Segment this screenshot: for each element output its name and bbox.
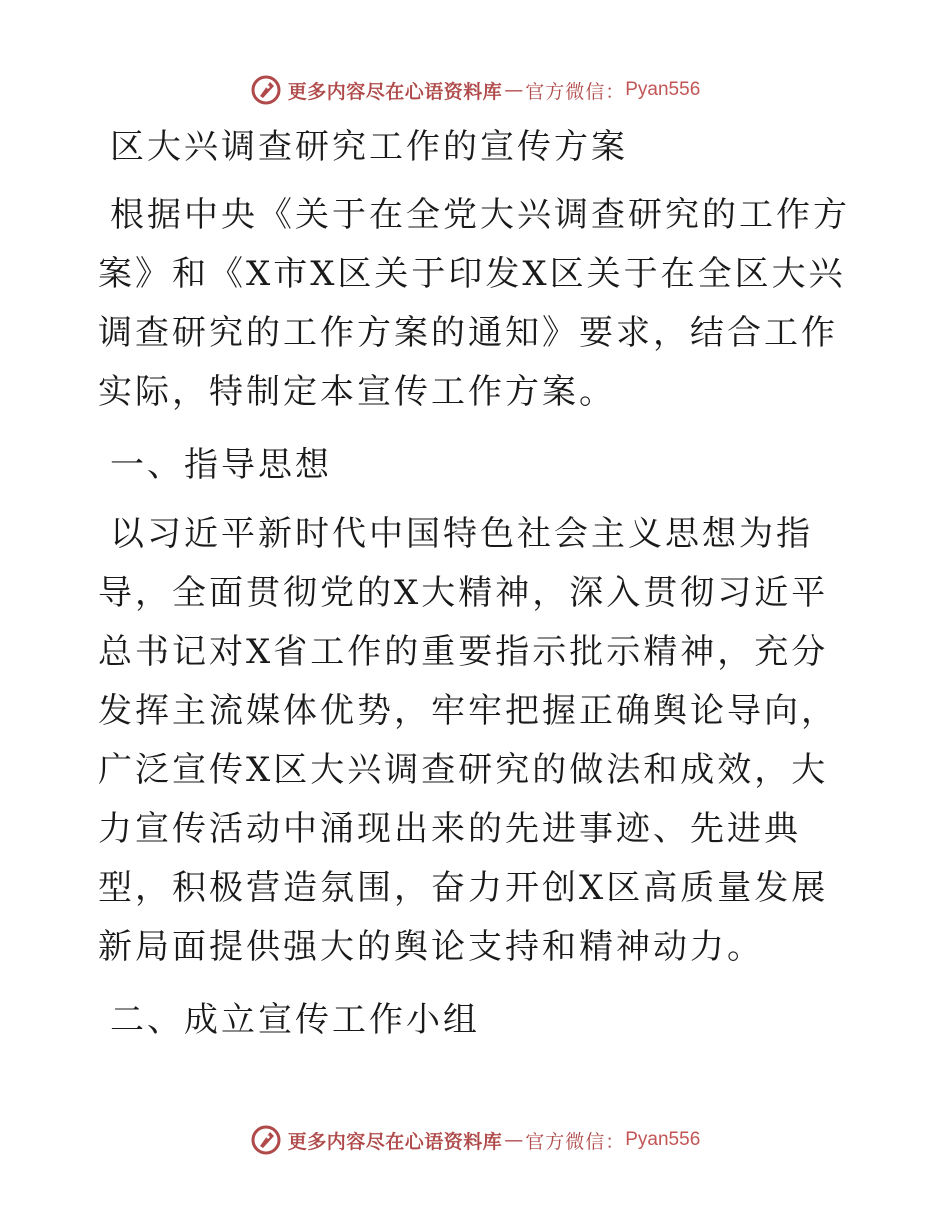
guiding-ideology-paragraph: 以习近平新时代中国特色社会主义思想为指导，全面贯彻党的X大精神，深入贯彻习近平总书记对X省工作的重要指示批示精神，充分发挥主流媒体优势，牢牢把握正确舆论导向，广泛宣传X区大兴调查研究的做法和成效，大力宣传活动中涌现出来的先进事迹、先进典型，积极营造氛围，奋力开创X区高质量发展新局面提供强大的舆论支持和精神动力。: [98, 514, 838, 967]
header-watermark: [0, 70, 950, 110]
watermark-text: 更多内容尽在心语资料库: [287, 80, 503, 103]
document-body: [98, 118, 858, 1050]
watermark-wechat-label: 官方微信：: [525, 1130, 626, 1153]
watermark-wechat-id: Pyan556: [625, 79, 701, 100]
watermark-wechat-label: 官方微信：: [525, 80, 626, 103]
pen-nib-circle-icon: [250, 1124, 282, 1156]
footer-watermark: [0, 1120, 950, 1160]
intro-paragraph: 根据中央《关于在全党大兴调查研究的工作方案》和《X市X区关于印发X区关于在全区大兴调查研究的工作方案的通知》要求，结合工作实际，特制定本宣传工作方案。: [98, 195, 850, 412]
pen-nib-circle-icon: [250, 74, 282, 106]
section-heading-guiding-ideology: 一、指导思想: [110, 445, 332, 485]
watermark-dash: —: [504, 79, 524, 101]
watermark-wechat-id: Pyan556: [625, 1129, 701, 1150]
watermark-text: 更多内容尽在心语资料库: [287, 1130, 503, 1153]
section-heading-working-group: 二、成立宣传工作小组: [110, 1000, 480, 1040]
watermark-dash: —: [504, 1129, 524, 1151]
document-title: 区大兴调查研究工作的宣传方案: [110, 127, 628, 167]
